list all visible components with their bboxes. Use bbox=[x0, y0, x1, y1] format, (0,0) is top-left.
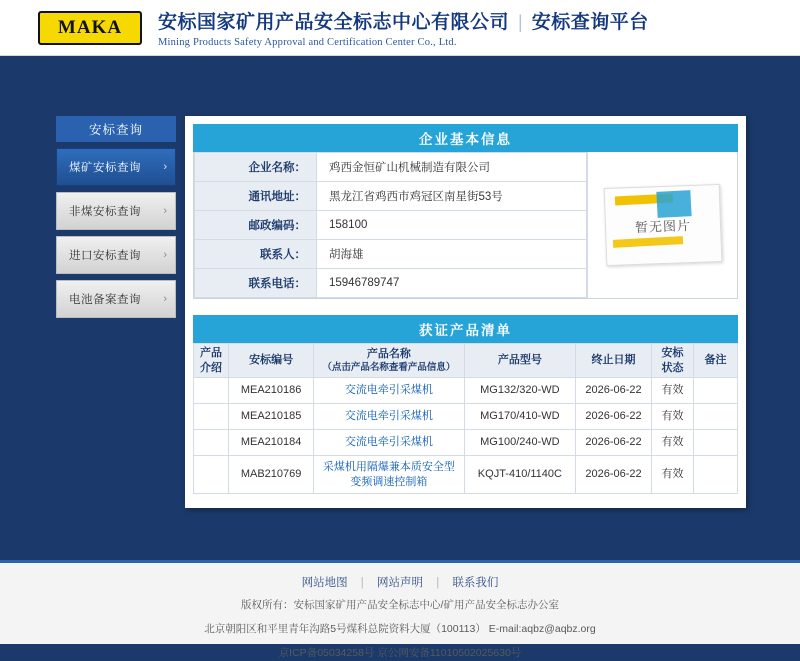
chevron-right-icon: › bbox=[163, 249, 167, 261]
company-image-cell bbox=[587, 152, 737, 298]
cell-product-name-link[interactable]: 交流电牵引采煤机 bbox=[314, 404, 465, 430]
table-row bbox=[195, 269, 587, 298]
footer-link-statement[interactable]: 网站声明 bbox=[377, 577, 423, 589]
cell-end-date: 2026-06-22 bbox=[576, 404, 652, 430]
sidebar-item-import-query[interactable] bbox=[56, 236, 176, 274]
footer-separator: | bbox=[436, 577, 440, 589]
table-header-row bbox=[194, 344, 738, 378]
site-footer bbox=[0, 560, 800, 659]
sidebar-header: 安标查询 bbox=[56, 116, 176, 142]
cell-product-model: MG100/240-WD bbox=[464, 430, 575, 456]
page-body bbox=[0, 56, 800, 560]
cell-end-date: 2026-06-22 bbox=[576, 430, 652, 456]
company-name-value: 鸡西金恒矿山机械制造有限公司 bbox=[317, 153, 587, 182]
header-title-block bbox=[158, 7, 649, 48]
th-status-line1: 安标 bbox=[661, 346, 684, 359]
sidebar-item-battery-record-query[interactable] bbox=[56, 280, 176, 318]
company-postcode-value: 158100 bbox=[317, 211, 587, 240]
company-postcode-label: 邮政编码： bbox=[195, 211, 317, 240]
table-row bbox=[194, 404, 738, 430]
footer-address: 北京朝阳区和平里青年沟路5号煤科总院资料大厦（100113） E-mail:aqbz@aqbz.org bbox=[204, 622, 596, 635]
company-address-label: 通讯地址： bbox=[195, 182, 317, 211]
chevron-right-icon: › bbox=[163, 205, 167, 217]
company-phone-value: 15946789747 bbox=[317, 269, 587, 298]
footer-link-sitemap[interactable]: 网站地图 bbox=[301, 577, 348, 589]
cell-remark bbox=[694, 378, 738, 404]
footer-nav bbox=[0, 574, 800, 590]
maka-logo-text: MAKA bbox=[57, 16, 123, 38]
table-row bbox=[194, 456, 738, 494]
company-info-title: 企业基本信息 bbox=[193, 124, 738, 152]
th-remark: 备注 bbox=[694, 344, 738, 378]
cell-product-intro[interactable] bbox=[194, 456, 229, 494]
th-intro-line1: 产品 bbox=[200, 346, 223, 359]
cell-remark bbox=[694, 404, 738, 430]
products-table bbox=[193, 343, 738, 494]
placeholder-stripe bbox=[656, 190, 691, 218]
products-table-head bbox=[194, 344, 738, 378]
cell-remark bbox=[694, 456, 738, 494]
page-title: 安标国家矿用产品安全标志中心有限公司 bbox=[158, 12, 510, 33]
sidebar bbox=[56, 116, 176, 318]
th-name-line2: （点击产品名称查看产品信息） bbox=[322, 361, 456, 373]
th-product-name bbox=[314, 344, 465, 378]
page-title-english: Mining Products Safety Approval and Certification Center Co., Ltd. bbox=[158, 37, 457, 48]
th-intro-line2: 介绍 bbox=[200, 361, 223, 374]
th-name-line1: 产品名称 bbox=[366, 347, 411, 360]
cell-remark bbox=[694, 430, 738, 456]
header-title-line bbox=[158, 7, 649, 34]
cell-product-model: MG132/320-WD bbox=[464, 378, 575, 404]
footer-copyright: 版权所有：安标国家矿用产品安全标志中心/矿用产品安全标志办公室 bbox=[241, 599, 559, 611]
cell-product-intro[interactable] bbox=[194, 378, 229, 404]
site-header bbox=[0, 0, 800, 56]
cell-product-name-link[interactable]: 采煤机用隔爆兼本质安全型变频调速控制箱 bbox=[314, 456, 465, 494]
table-row bbox=[195, 211, 587, 240]
products-title: 获证产品清单 bbox=[193, 315, 738, 343]
company-info-section bbox=[193, 152, 738, 299]
cell-product-intro[interactable] bbox=[194, 404, 229, 430]
table-row bbox=[195, 182, 587, 211]
table-row bbox=[194, 430, 738, 456]
sidebar-item-label: 进口安标查询 bbox=[69, 250, 141, 262]
sidebar-item-non-coal-query[interactable] bbox=[56, 192, 176, 230]
table-row bbox=[195, 153, 587, 182]
sidebar-item-label: 煤矿安标查询 bbox=[69, 162, 141, 174]
chevron-right-icon: › bbox=[163, 293, 167, 305]
products-table-body bbox=[194, 378, 738, 494]
company-contact-value: 胡海雄 bbox=[317, 240, 587, 269]
cell-safety-code: MAB210769 bbox=[229, 456, 314, 494]
th-end-date: 终止日期 bbox=[576, 344, 652, 378]
cell-product-model: MG170/410-WD bbox=[464, 404, 575, 430]
th-status bbox=[651, 344, 693, 378]
sidebar-item-coal-mine-query[interactable] bbox=[56, 148, 176, 186]
company-info-table bbox=[194, 152, 587, 298]
cell-product-intro[interactable] bbox=[194, 430, 229, 456]
company-name-label: 企业名称： bbox=[195, 153, 317, 182]
no-image-placeholder-icon bbox=[605, 186, 721, 264]
th-product-model: 产品型号 bbox=[464, 344, 575, 378]
th-status-line2: 状态 bbox=[661, 361, 684, 374]
cell-safety-code: MEA210186 bbox=[229, 378, 314, 404]
sidebar-item-label: 非煤安标查询 bbox=[69, 206, 141, 218]
footer-link-contact[interactable]: 联系我们 bbox=[452, 577, 499, 589]
sidebar-item-label: 电池备案查询 bbox=[69, 294, 141, 306]
status-badge: 有效 bbox=[651, 404, 693, 430]
footer-separator: | bbox=[360, 577, 364, 589]
company-phone-label: 联系电话： bbox=[195, 269, 317, 298]
maka-logo bbox=[38, 11, 142, 45]
cell-end-date: 2026-06-22 bbox=[576, 378, 652, 404]
cell-end-date: 2026-06-22 bbox=[576, 456, 652, 494]
cell-safety-code: MEA210184 bbox=[229, 430, 314, 456]
table-row bbox=[195, 240, 587, 269]
footer-license: 京ICP备05034258号 京公网安备11010502025630号 bbox=[278, 646, 522, 659]
platform-title: 安标查询平台 bbox=[531, 12, 649, 33]
cell-product-name-link[interactable]: 交流电牵引采煤机 bbox=[314, 378, 465, 404]
chevron-right-icon: › bbox=[163, 161, 167, 173]
company-address-value: 黑龙江省鸡西市鸡冠区南星街53号 bbox=[317, 182, 587, 211]
status-badge: 有效 bbox=[651, 430, 693, 456]
cell-product-model: KQJT-410/1140C bbox=[464, 456, 575, 494]
table-row bbox=[194, 378, 738, 404]
content-panel bbox=[185, 116, 746, 508]
title-separator: | bbox=[518, 12, 523, 32]
th-safety-code: 安标编号 bbox=[229, 344, 314, 378]
status-badge: 有效 bbox=[651, 378, 693, 404]
th-product-intro bbox=[194, 344, 229, 378]
cell-safety-code: MEA210185 bbox=[229, 404, 314, 430]
no-image-text: 暂无图片 bbox=[634, 218, 691, 235]
cell-product-name-link[interactable]: 交流电牵引采煤机 bbox=[314, 430, 465, 456]
status-badge: 有效 bbox=[651, 456, 693, 494]
products-section bbox=[193, 315, 738, 494]
company-contact-label: 联系人： bbox=[195, 240, 317, 269]
